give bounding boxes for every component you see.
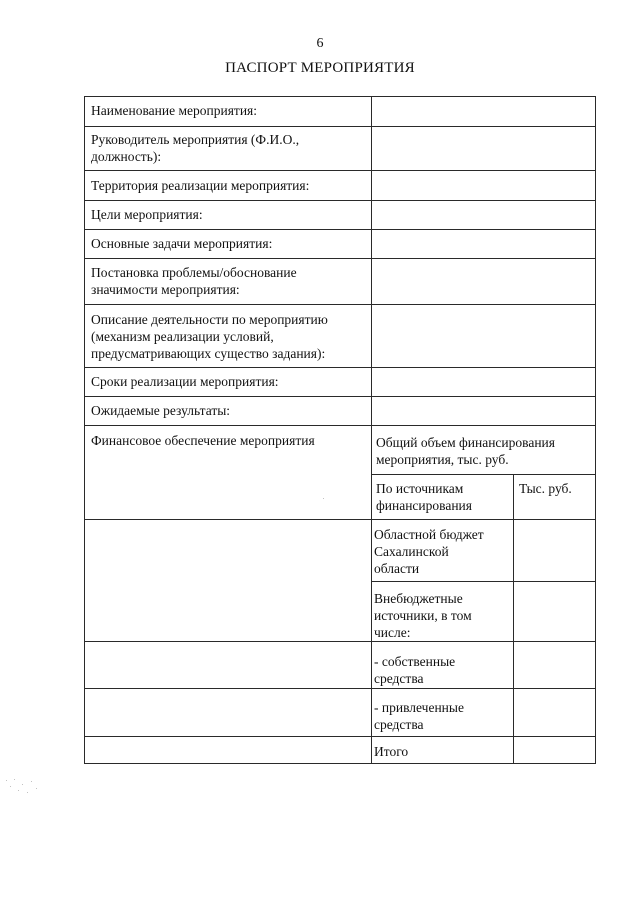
row-label-dates: Сроки реализации мероприятия: <box>91 374 279 389</box>
page-number: 6 <box>316 36 324 51</box>
row-separator <box>84 229 596 230</box>
financing-source-attracted-funds: - привлеченные средства <box>374 700 464 732</box>
row-label-results: Ожидаемые результаты: <box>91 403 231 418</box>
row-separator <box>84 170 596 171</box>
row-label-event-name: Наименование мероприятия: <box>91 103 258 118</box>
row-label-tasks: Основные задачи мероприятия: <box>91 236 273 251</box>
row-separator <box>84 736 596 737</box>
row-separator <box>84 688 596 689</box>
row-separator <box>84 367 596 368</box>
row-separator <box>371 474 596 475</box>
financing-source-total: Итого <box>374 744 409 759</box>
financing-source-regional-budget: Областной бюджет Сахалинской области <box>374 527 484 576</box>
row-label-territory: Территория реализации мероприятия: <box>91 178 310 193</box>
financing-source-extra-budget: Внебюджетные источники, в том числе: <box>374 591 472 640</box>
row-separator <box>84 258 596 259</box>
row-label-problem: Постановка проблемы/обоснование значимости мероприятия: <box>91 265 297 297</box>
row-label-goals: Цели мероприятия: <box>91 207 203 222</box>
row-separator <box>84 304 596 305</box>
table-border-left <box>84 96 85 764</box>
column-divider-main <box>371 96 372 764</box>
financing-source-own-funds: - собственные средства <box>374 654 456 686</box>
table-border-right <box>595 96 596 764</box>
table-border-bottom <box>84 763 596 764</box>
row-separator <box>84 425 596 426</box>
row-separator <box>84 641 596 642</box>
financing-sources-header: По источникам финансирования <box>376 481 472 513</box>
financing-units-header: Тыс. руб. <box>519 481 572 496</box>
passport-table <box>84 96 596 764</box>
row-separator <box>371 581 596 582</box>
financing-total-header: Общий объем финансирования мероприятия, тыс. руб. <box>376 435 555 467</box>
row-separator <box>84 126 596 127</box>
row-label-description: Описание деятельности по мероприятию (механизм реализации условий, предусматривающих существо задания): <box>91 312 328 361</box>
row-separator <box>84 519 596 520</box>
column-divider-amount <box>513 474 514 764</box>
financing-label: Финансовое обеспечение мероприятия <box>91 433 315 448</box>
row-separator <box>84 200 596 201</box>
table-border-top <box>84 96 596 97</box>
page-title: ПАСПОРТ МЕРОПРИЯТИЯ <box>225 60 415 76</box>
row-label-manager: Руководитель мероприятия (Ф.И.О., должность): <box>91 132 300 164</box>
row-separator <box>84 396 596 397</box>
